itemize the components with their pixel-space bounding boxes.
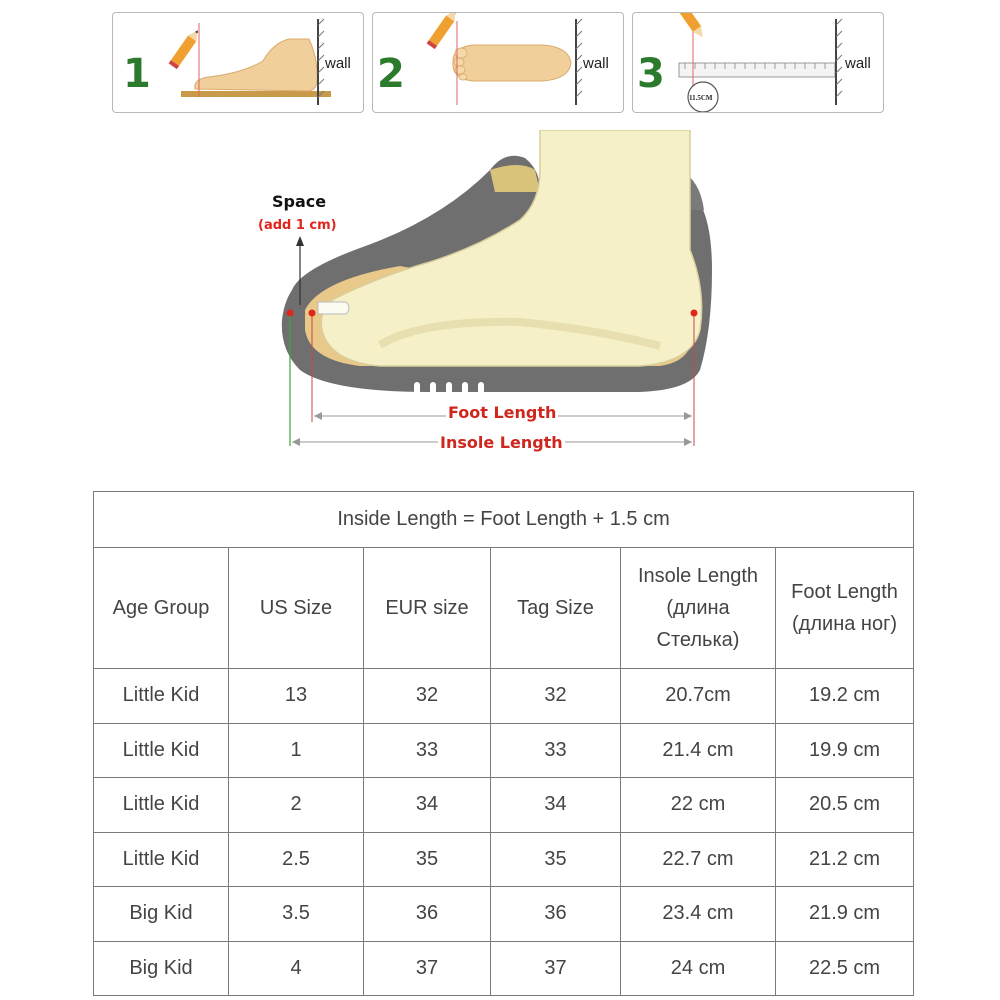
cell-foot-length: 19.2 cm bbox=[776, 669, 914, 724]
cell-us-size: 3.5 bbox=[229, 887, 364, 942]
shoe-collar bbox=[490, 165, 540, 192]
cell-eur-size: 35 bbox=[364, 832, 491, 887]
insole-start-dot bbox=[287, 310, 294, 317]
cell-insole-length: 24 cm bbox=[621, 941, 776, 996]
cell-us-size: 2.5 bbox=[229, 832, 364, 887]
step-number: 2 bbox=[377, 51, 405, 97]
table-row bbox=[94, 941, 914, 996]
foot-length-arrowhead-right bbox=[684, 412, 692, 420]
foot-top-view bbox=[453, 45, 571, 81]
heel-dot bbox=[691, 310, 698, 317]
header-foot-line-2: (длина ног) bbox=[792, 613, 898, 635]
pencil-icon bbox=[169, 27, 202, 69]
insole-length-arrowhead-right bbox=[684, 438, 692, 446]
wall-label: wall bbox=[583, 55, 609, 72]
toenail bbox=[318, 302, 349, 314]
table-row bbox=[94, 669, 914, 724]
header-us-size: US Size bbox=[229, 548, 364, 669]
header-insole-length bbox=[621, 548, 776, 669]
cell-tag-size: 37 bbox=[491, 941, 621, 996]
shoe-diagram bbox=[0, 130, 1000, 470]
table-row bbox=[94, 832, 914, 887]
foot-length-arrowhead-left bbox=[314, 412, 322, 420]
measurement-steps bbox=[0, 0, 1000, 130]
foot-side-view bbox=[195, 39, 318, 91]
foot-start-dot bbox=[309, 310, 316, 317]
size-chart-table bbox=[93, 491, 914, 996]
cell-age-group: Big Kid bbox=[94, 941, 229, 996]
cell-tag-size: 35 bbox=[491, 832, 621, 887]
insole-length-arrowhead-left bbox=[292, 438, 300, 446]
cell-us-size: 1 bbox=[229, 723, 364, 778]
cell-insole-length: 22.7 cm bbox=[621, 832, 776, 887]
cell-age-group: Little Kid bbox=[94, 778, 229, 833]
ruler bbox=[679, 63, 835, 77]
floor-board bbox=[181, 91, 331, 97]
table-header-row bbox=[94, 548, 914, 669]
cell-eur-size: 33 bbox=[364, 723, 491, 778]
pencil-icon bbox=[427, 13, 460, 49]
cell-eur-size: 32 bbox=[364, 669, 491, 724]
cell-eur-size: 36 bbox=[364, 887, 491, 942]
cell-age-group: Big Kid bbox=[94, 887, 229, 942]
cell-insole-length: 20.7cm bbox=[621, 669, 776, 724]
table-title: Inside Length = Foot Length + 1.5 cm bbox=[94, 492, 914, 548]
step-number: 1 bbox=[123, 51, 151, 97]
cell-us-size: 2 bbox=[229, 778, 364, 833]
step-3-panel bbox=[632, 12, 884, 113]
cell-age-group: Little Kid bbox=[94, 832, 229, 887]
header-insole-line-3: Стелька) bbox=[656, 629, 740, 651]
cell-tag-size: 32 bbox=[491, 669, 621, 724]
header-insole-line-2: (длина bbox=[666, 597, 730, 619]
space-arrow-head bbox=[296, 236, 304, 246]
table-row bbox=[94, 778, 914, 833]
insole-length-label: Insole Length bbox=[440, 433, 563, 452]
cell-insole-length: 22 cm bbox=[621, 778, 776, 833]
cell-foot-length: 21.9 cm bbox=[776, 887, 914, 942]
cell-age-group: Little Kid bbox=[94, 669, 229, 724]
header-insole-line-1: Insole Length bbox=[637, 565, 759, 587]
cell-tag-size: 34 bbox=[491, 778, 621, 833]
cell-eur-size: 37 bbox=[364, 941, 491, 996]
cell-us-size: 4 bbox=[229, 941, 364, 996]
cell-foot-length: 22.5 cm bbox=[776, 941, 914, 996]
header-foot-line-1: Foot Length bbox=[791, 581, 898, 603]
header-tag-size: Tag Size bbox=[491, 548, 621, 669]
header-foot-length bbox=[776, 548, 914, 669]
space-note: (add 1 cm) bbox=[258, 218, 337, 233]
table-title-row bbox=[94, 492, 914, 548]
wall-label: wall bbox=[325, 55, 351, 72]
step-1-panel bbox=[112, 12, 364, 113]
wall-label: wall bbox=[845, 55, 871, 72]
cell-eur-size: 34 bbox=[364, 778, 491, 833]
cell-insole-length: 23.4 cm bbox=[621, 887, 776, 942]
cell-foot-length: 21.2 cm bbox=[776, 832, 914, 887]
step-number: 3 bbox=[637, 51, 665, 97]
foot-length-label: Foot Length bbox=[448, 403, 557, 422]
cell-us-size: 13 bbox=[229, 669, 364, 724]
cell-foot-length: 20.5 cm bbox=[776, 778, 914, 833]
cell-insole-length: 21.4 cm bbox=[621, 723, 776, 778]
table-row bbox=[94, 887, 914, 942]
header-age-group: Age Group bbox=[94, 548, 229, 669]
cell-foot-length: 19.9 cm bbox=[776, 723, 914, 778]
header-eur-size: EUR size bbox=[364, 548, 491, 669]
table-row bbox=[94, 723, 914, 778]
cell-tag-size: 33 bbox=[491, 723, 621, 778]
space-label: Space bbox=[272, 192, 327, 211]
ruler-badge: 11.5CM bbox=[689, 94, 713, 102]
cell-tag-size: 36 bbox=[491, 887, 621, 942]
cell-age-group: Little Kid bbox=[94, 723, 229, 778]
pencil-icon bbox=[676, 13, 707, 40]
step-2-panel bbox=[372, 12, 624, 113]
